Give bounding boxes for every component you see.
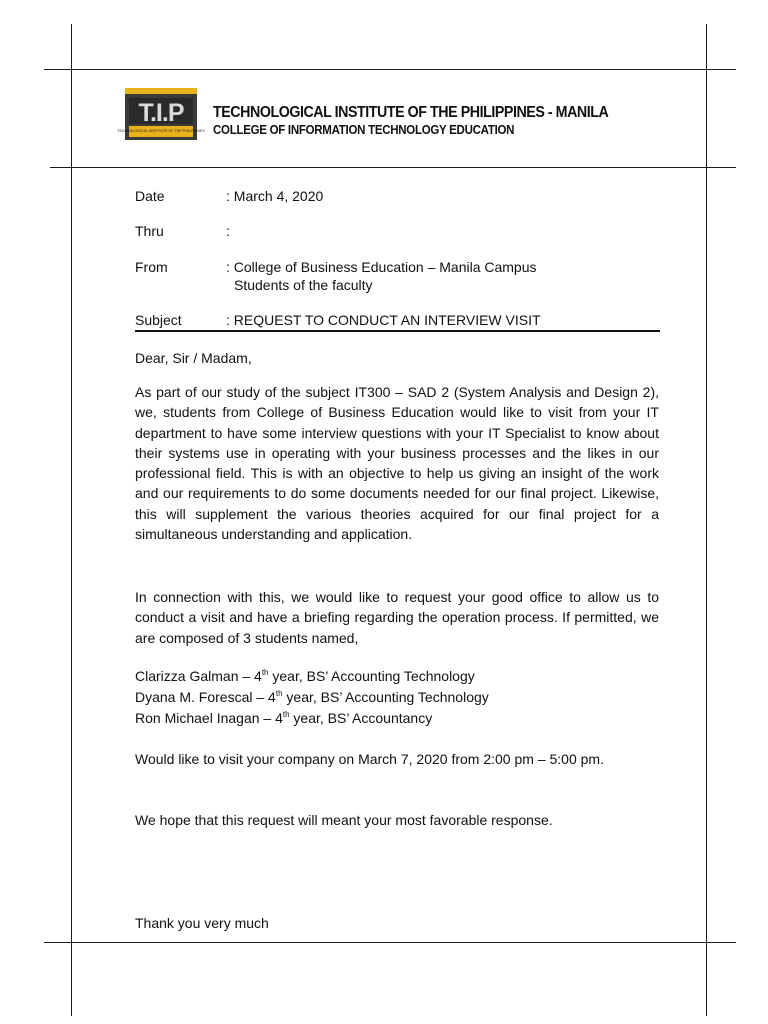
footer-rule (44, 942, 736, 943)
visit-schedule: Would like to visit your company on March 7, 2020 from 2:00 pm – 5:00 pm. (135, 751, 604, 767)
header-bottom-rule (50, 167, 736, 168)
header-top-rule (44, 69, 736, 70)
student-line-3 (135, 709, 432, 727)
logo-subtext: TECHNOLOGICAL INSTITUTE OF THE PHILIPPINES (117, 129, 205, 133)
subject-label: Subject (135, 312, 182, 328)
right-margin-rule (706, 24, 707, 1016)
thru-value: : (226, 223, 230, 239)
closing-hope: We hope that this request will meant your most favorable response. (135, 812, 553, 828)
from-value-line1: : College of Business Education – Manila Campus (226, 259, 537, 275)
date-label: Date (135, 188, 165, 204)
paragraph-purpose: As part of our study of the subject IT300 – SAD 2 (System Analysis and Design 2), we, students from College of Business Education would like to visit from your IT department to have some interview questions with your IT Specialist to know about their systems use in operating with your business processes and the likes in our professional field. This is with an objective to help us giving an insight of the work and our requirements to do some documents needed for our final project. Likewise, this will supplement the various theories acquired for our final project for a simultaneous understanding and application. (135, 384, 659, 543)
salutation: Dear, Sir / Madam, (135, 350, 252, 366)
date-value: : March 4, 2020 (226, 188, 324, 204)
student-ordinal: th (282, 710, 290, 719)
student-name: Dyana M. Forescal – 4 (135, 689, 276, 705)
subject-underline (135, 330, 660, 332)
student-name: Ron Michael Inagan – 4 (135, 710, 283, 726)
memo-subject-row (135, 311, 660, 329)
letterhead (117, 88, 685, 144)
student-ordinal: th (275, 689, 283, 698)
from-value-line2: Students of the faculty (234, 277, 373, 293)
student-program: year, BS’ Accounting Technology (268, 668, 475, 684)
college-name: COLLEGE OF INFORMATION TECHNOLOGY EDUCATION (213, 123, 515, 137)
student-line-2 (135, 688, 489, 706)
institution-name: TECHNOLOGICAL INSTITUTE OF THE PHILIPPINES - MANILA (213, 104, 609, 121)
subject-value: : REQUEST TO CONDUCT AN INTERVIEW VISIT (226, 312, 541, 328)
paragraph-request: In connection with this, we would like to request your good office to allow us to conduct a visit and have a briefing regarding the operation process. If permitted, we are composed of 3 students named, (135, 589, 659, 646)
memo-from-row (135, 258, 660, 294)
logo-wordmark: T.I.P (138, 99, 184, 127)
thru-label: Thru (135, 223, 164, 239)
memo-date-row (135, 187, 660, 205)
left-margin-rule (71, 24, 72, 1016)
student-line-1 (135, 667, 475, 685)
student-program: year, BS’ Accountancy (289, 710, 433, 726)
memo-thru-row (135, 222, 660, 240)
closing-thanks: Thank you very much (135, 915, 269, 931)
student-name: Clarizza Galman – 4 (135, 668, 262, 684)
student-program: year, BS’ Accounting Technology (282, 689, 489, 705)
student-ordinal: th (261, 668, 269, 677)
tip-logo-lettering (117, 88, 205, 140)
from-label: From (135, 259, 168, 275)
